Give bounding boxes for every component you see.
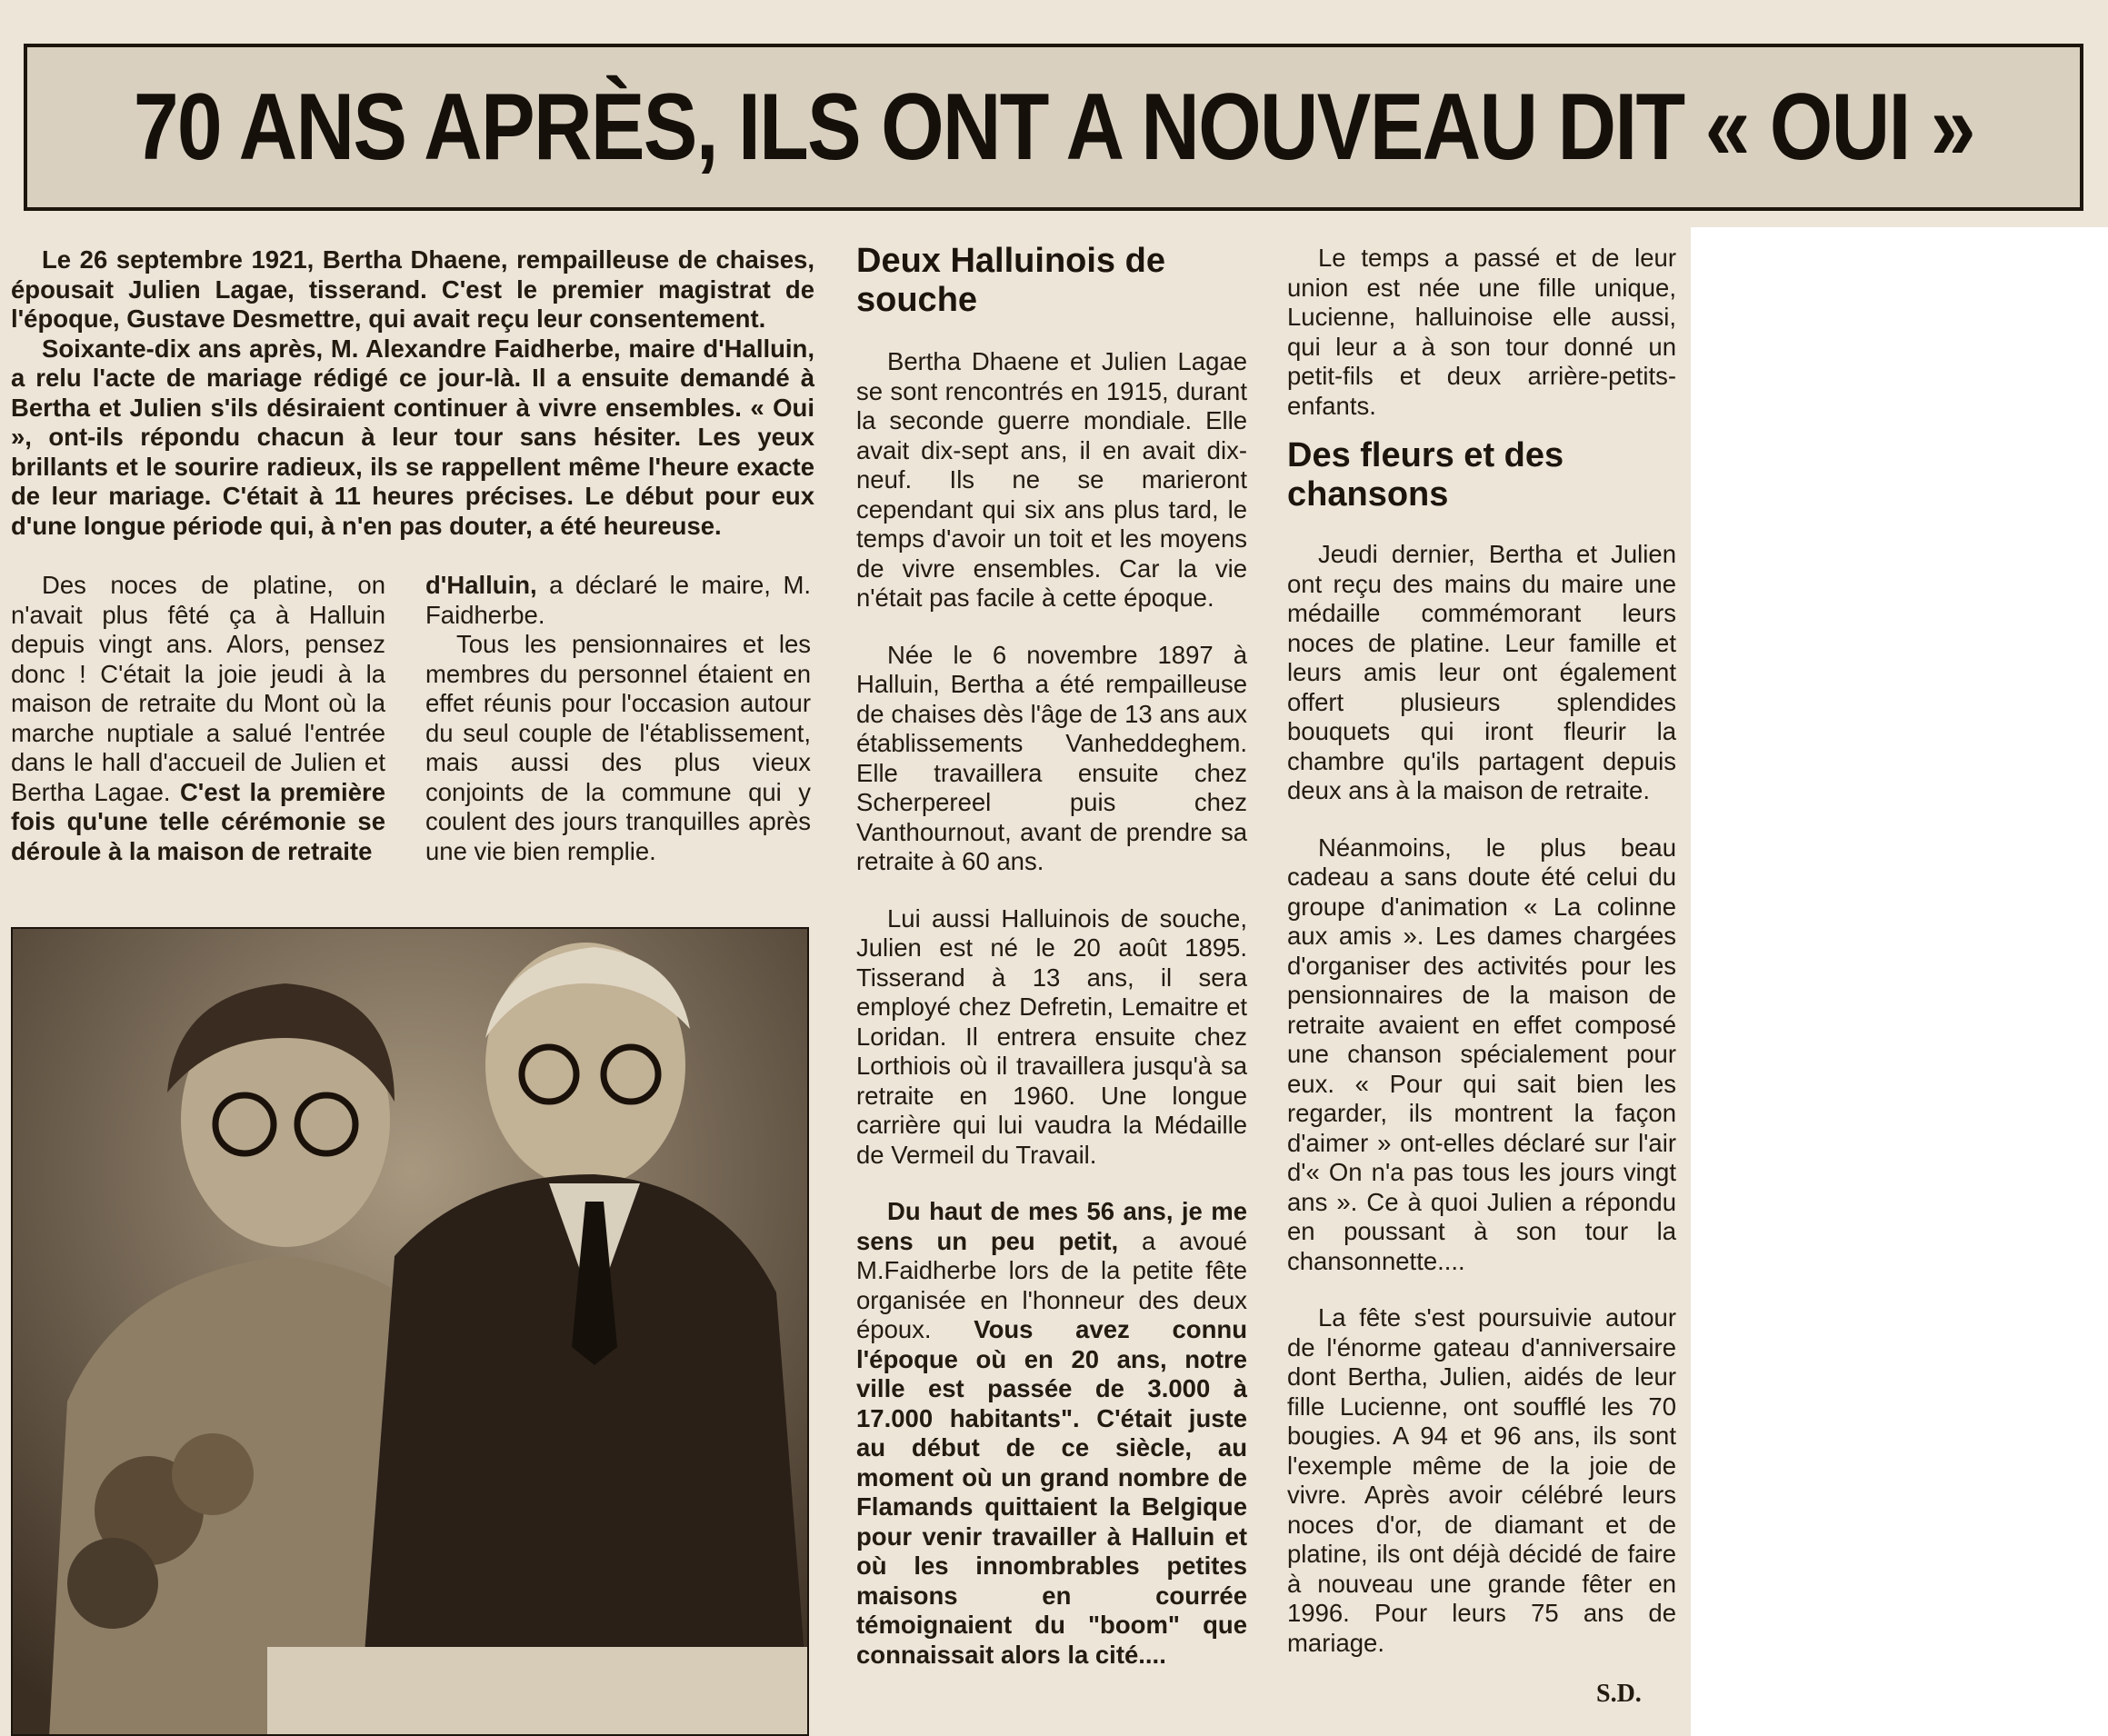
column-1 bbox=[11, 571, 385, 866]
section-heading-deux-halluinois: Deux Halluinois de souche bbox=[856, 242, 1165, 319]
author-signature: S.D. bbox=[1596, 1680, 1642, 1708]
col1-text: Des noces de platine, on n'avait plus fêté ça à Halluin depuis vingt ans. Alors, pensez donc ! C'était la joie jeudi à la maison de retraite du Mont où la marche nuptiale a salué l'entrée dans le hall d'accueil de Julien et Bertha Lagae. bbox=[11, 571, 385, 806]
col4-paragraph-1: Le temps a passé et de leur union est née une fille unique, Lucienne, halluinoise elle aussi, qui leur a à son tour donné un petit-fils et deux arrière-petits-enfants. bbox=[1287, 244, 1676, 420]
column-4-continued bbox=[1287, 540, 1676, 1658]
col2-quote: d'Halluin, bbox=[425, 571, 537, 599]
couple-photo bbox=[11, 927, 809, 1736]
col2-paragraph-2: Tous les pensionnaires et les membres du personnel étaient en effet réunis pour l'occasion autour du seul couple de l'établissement, mais aussi des plus vieux conjoints de la commune qui y coulent des jours tranquilles après une vie bien remplie. bbox=[425, 630, 811, 865]
section-heading-des-fleurs: Des fleurs et des chansons bbox=[1287, 436, 1564, 514]
col3-text: a avoué M.Faidherbe lors de la petite fête organisée en l'honneur des deux époux. bbox=[856, 1226, 1247, 1343]
lead-paragraph-1: Le 26 septembre 1921, Bertha Dhaene, rempailleuse de chaises, épousait Julien Lagae, tisserand. C'est le premier magistrat de l'époque, Gustave Desmettre, qui avait reçu leur consentement. bbox=[11, 245, 814, 333]
couple-photo-image bbox=[13, 929, 809, 1736]
column-2 bbox=[425, 571, 811, 866]
col3-paragraph-2: Née le 6 novembre 1897 à Halluin, Bertha a été rempailleuse de chaises dès l'âge de 13 ans aux établissements Vanheddeghem. Elle travaillera ensuite chez Scherpereel puis chez Vanthournout, avant de prendre sa retraite à 60 ans. bbox=[856, 640, 1247, 875]
col4-paragraph-3: Néanmoins, le plus beau cadeau a sans doute été celui du groupe d'animation « La colinne aux amis ». Les dames chargées d'organiser des activités pour les pensionnaires de la maison de retraite avaient en effet composé une chanson spécialement pour eux. « Pour qui sait bien les regarder, ils montrent la façon d'aimer » ont-elles déclaré sur l'air d'« On n'a pas tous les jours vingt ans ». Ce à quoi Julien a répondu en poussant à son tour la chansonnette.... bbox=[1287, 833, 1676, 1275]
col3-paragraph-3: Lui aussi Halluinois de souche, Julien est né le 20 août 1895. Tisserand à 13 ans, il sera employé chez Defretin, Lemaitre et Loridan. Il entrera ensuite chez Lorthiois où il travaillera jusqu'à sa retraite en 1960. Une longue carrière qui lui vaudra la Médaille de Vermeil du Travail. bbox=[856, 903, 1247, 1169]
col1-quote: C'est la première fois qu'une telle cérémonie se déroule à la maison de retraite bbox=[11, 777, 385, 865]
headline: 70 ANS APRÈS, ILS ONT A NOUVEAU DIT « OUI » bbox=[133, 74, 1974, 180]
col2-text: a déclaré le maire, M. Faidherbe. bbox=[425, 571, 811, 629]
column-3 bbox=[856, 347, 1247, 1670]
column-4 bbox=[1287, 244, 1676, 421]
col3-quote-2: Vous avez connu l'époque où en 20 ans, notre ville est passée de 3.000 à 17.000 habitants". C'était juste au début de ce siècle, au moment où un grand nombre de Flamands quittaient la Belgique pour venir travailler à Halluin et où les innombrables petites maisons en courrée témoignaient du "boom" que connaissait alors la cité.... bbox=[856, 1315, 1247, 1669]
headline-frame bbox=[24, 44, 2083, 211]
col3-quote-1: Du haut de mes 56 ans, je me sens un peu petit, bbox=[856, 1197, 1247, 1255]
col3-paragraph-1: Bertha Dhaene et Julien Lagae se sont rencontrés en 1915, durant la seconde guerre mondiale. Elle avait dix-sept ans, il en avait dix-neuf. Ils ne se marieront cependant qui six ans plus tard, le temps d'avoir un toit et les moyens de vivre ensembles. Car la vie n'était pas facile à cette époque. bbox=[856, 347, 1247, 612]
col4-paragraph-4: La fête s'est poursuivie autour de l'énorme gateau d'anniversaire dont Bertha, Julien, aidés de leur fille Lucienne, ont soufflé les 70 bougies. A 94 et 96 ans, ils sont l'exemple même de la joie de vivre. Après avoir célébré leurs noces d'or, de diamant et de platine, ils ont déjà décidé de faire à nouveau une grande fêter en 1996. Pour leurs 75 ans de mariage. bbox=[1287, 1303, 1676, 1657]
lead-paragraph-2: Soixante-dix ans après, M. Alexandre Faidherbe, maire d'Halluin, a relu l'acte de mariage rédigé ce jour-là. Il a ensuite demandé à Bertha et Julien s'ils désiraient continuer à vivre ensembles. « Oui », ont-ils répondu chacun à leur tour sans hésiter. Les yeux brillants et le sourire radieux, ils se rappellent même l'heure exacte de leur mariage. C'était à 11 heures précises. Le début pour eux d'une longue période qui, à n'en pas douter, a été heureuse. bbox=[11, 334, 814, 540]
col4-paragraph-2: Jeudi dernier, Bertha et Julien ont reçu des mains du maire une médaille commémorant leurs noces de platine. Leur famille et leurs amis leur ont également offert plusieurs splendides bouquets qui iront fleurir la chambre qu'ils partagent depuis deux ans à la maison de retraite. bbox=[1287, 540, 1676, 804]
lead-text bbox=[11, 245, 814, 541]
